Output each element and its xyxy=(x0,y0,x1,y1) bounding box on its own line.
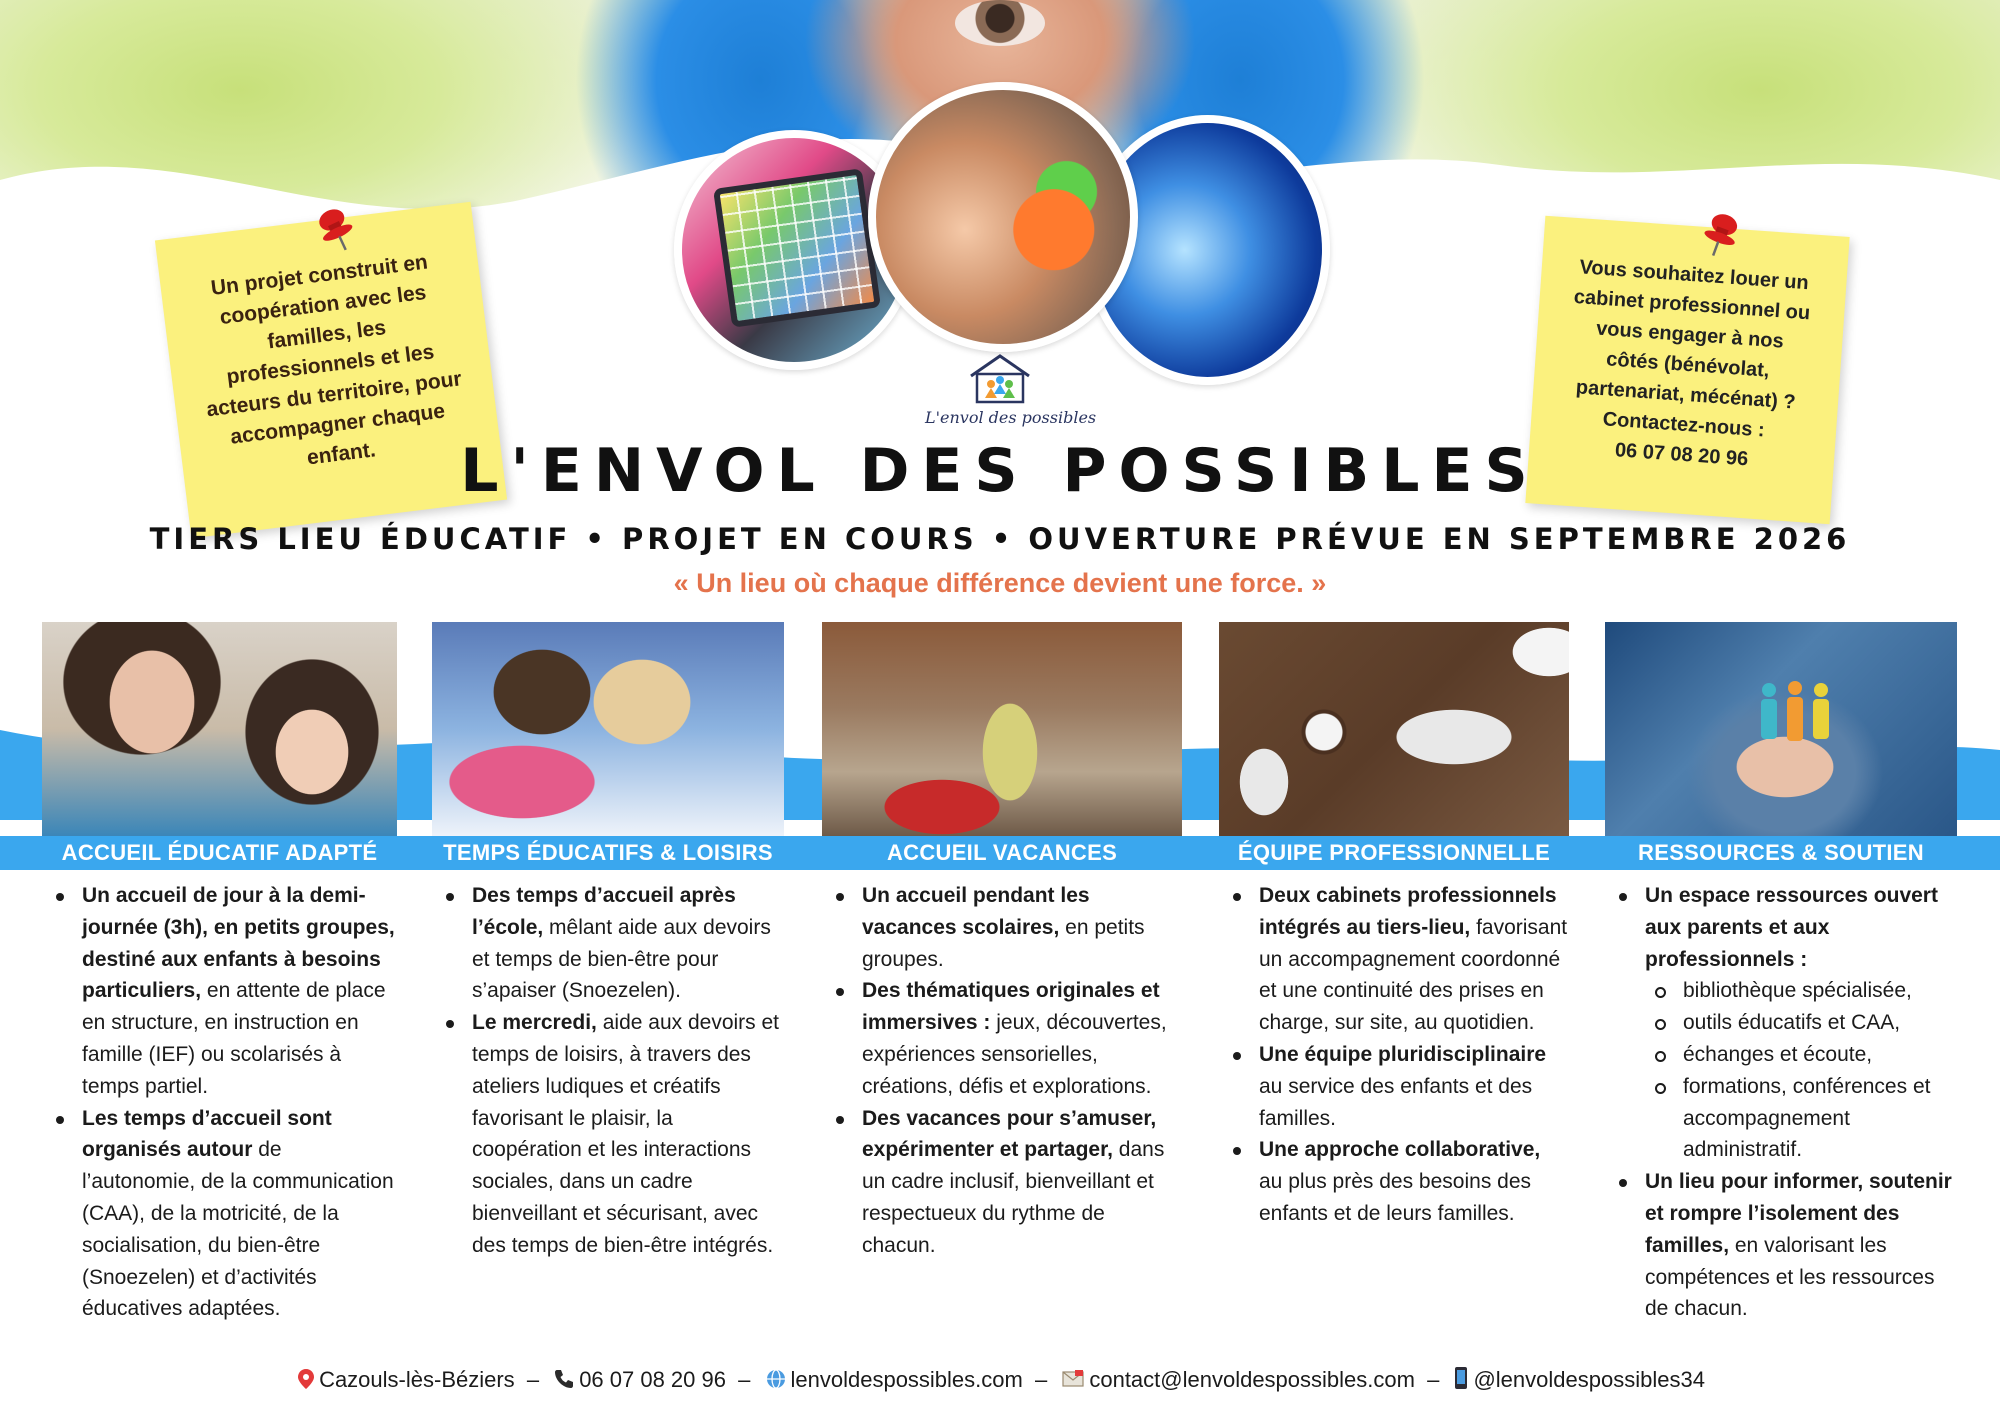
house-logo-icon xyxy=(965,352,1035,404)
footer-location: Cazouls-lès-Béziers xyxy=(319,1367,515,1392)
logo-text: L'envol des possibles xyxy=(925,408,1097,427)
column-ressources-soutien xyxy=(1605,622,1957,1325)
location-pin-icon xyxy=(297,1368,315,1390)
sub-list xyxy=(1645,975,1957,1166)
contact-line: Contactez-nous : xyxy=(1601,408,1766,442)
sub-list-item: bibliothèque spécialisée, xyxy=(1645,975,1957,1007)
hero-child-eye xyxy=(955,0,1045,46)
column-header: ACCUEIL ÉDUCATIF ADAPTÉ xyxy=(42,836,397,870)
footer-separator: – xyxy=(738,1367,751,1392)
footer-separator: – xyxy=(1427,1367,1440,1392)
contact-line: partenariat, mécénat) ? xyxy=(1575,376,1797,414)
communication-tablet-image xyxy=(713,168,881,328)
photo-totem-garden xyxy=(822,622,1182,836)
column-header: ÉQUIPE PROFESSIONNELLE xyxy=(1219,836,1569,870)
column-header: ACCUEIL VACANCES xyxy=(822,836,1182,870)
footer-contact-bar xyxy=(0,1366,2000,1393)
column-header: RESSOURCES & SOUTIEN xyxy=(1605,836,1957,870)
list-item: Une équipe pluridisciplinaire au service des enfants et des familles. xyxy=(1219,1039,1569,1134)
phone-icon xyxy=(553,1368,575,1390)
footer-separator: – xyxy=(1034,1367,1048,1392)
list-item: Une approche collaborative, au plus près des besoins des enfants et de leurs familles. xyxy=(1219,1134,1569,1229)
list-item: Un lieu pour informer, soutenir et rompre l’isolement des familles, en valorisant les compétences et les ressources de chacun. xyxy=(1605,1166,1957,1325)
list-item: Des temps d’accueil après l’école, mêlant aide aux devoirs et temps de bien-être pour s’apaiser (Snoezelen). xyxy=(432,880,784,1007)
column-header: TEMPS ÉDUCATIFS & LOISIRS xyxy=(432,836,784,870)
photo-hands-figures xyxy=(1605,622,1957,836)
list-item: Des vacances pour s’amuser, expérimenter et partager, dans un cadre inclusif, bienveillant et respectueux du rythme de chacun. xyxy=(822,1103,1182,1262)
sticky-note-project-text: Un projet construit en coopération avec les familles, les professionnels et les acteurs du territoire, pour accompagner chaque enfant. xyxy=(205,250,463,470)
bullet-list xyxy=(42,880,397,1325)
column-accueil-vacances xyxy=(822,622,1182,1262)
logo xyxy=(925,352,1097,432)
contact-line: Vous souhaitez louer un xyxy=(1578,256,1810,295)
contact-line: cabinet professionnel ou xyxy=(1573,285,1811,325)
sub-list-item: outils éducatifs et CAA, xyxy=(1645,1007,1957,1039)
email-icon xyxy=(1061,1368,1085,1390)
people-figures-icon xyxy=(1755,680,1835,770)
contact-line: côtés (bénévolat, xyxy=(1605,348,1771,382)
footer-separator: – xyxy=(526,1367,540,1392)
photo-desk-laptop xyxy=(1219,622,1569,836)
page-subtitle: TIERS LIEU ÉDUCATIF • PROJET EN COURS • OUVERTURE PRÉVUE EN SEPTEMBRE 2026 xyxy=(149,522,1851,556)
sub-list-item: échanges et écoute, xyxy=(1645,1039,1957,1071)
sub-list-item: formations, conférences et accompagnement administratif. xyxy=(1645,1071,1957,1166)
bullet-list xyxy=(1605,880,1957,1325)
footer-website-link[interactable]: lenvoldespossibles.com xyxy=(790,1367,1023,1392)
footer-email-link[interactable]: contact@lenvoldespossibles.com xyxy=(1089,1367,1415,1392)
contact-phone[interactable]: 06 07 08 20 96 xyxy=(1614,439,1749,471)
photo-educator-with-child xyxy=(42,622,397,836)
list-item: Un accueil de jour à la demi-journée (3h), en petits groupes, destiné aux enfants à besoins particuliers, en attente de place en structure, en instruction en famille (IEF) ou scolarisés à temps partiel. xyxy=(42,880,397,1103)
column-temps-educatifs xyxy=(432,622,784,1262)
list-item: Le mercredi, aide aux devoirs et temps de loisirs, à travers des ateliers ludiques et créatifs favorisant le plaisir, la coopération et les interactions sociales, dans un cadre bienveillant et sécurisant, avec des temps de bien-être intégrés. xyxy=(432,1007,784,1261)
mobile-phone-icon xyxy=(1453,1366,1469,1390)
bullet-list xyxy=(432,880,784,1262)
list-item: Les temps d’accueil sont organisés autour de l’autonomie, de la communication (CAA), de la motricité, de la socialisation, du bien-être (Snoezelen) et d’activités éducatives adaptées. xyxy=(42,1103,397,1326)
column-accueil-educatif xyxy=(42,622,397,1325)
contact-line: vous engager à nos xyxy=(1595,317,1785,353)
page-title: L'ENVOL DES POSSIBLES xyxy=(460,436,1540,506)
list-item: Deux cabinets professionnels intégrés au tiers-lieu, favorisant un accompagnement coordonné et une continuité des prises en charge, sur site, au quotidien. xyxy=(1219,880,1569,1039)
photo-children-drawing xyxy=(432,622,784,836)
footer-phone[interactable]: 06 07 08 20 96 xyxy=(579,1367,726,1392)
globe-icon xyxy=(765,1368,787,1390)
footer-social-handle[interactable]: @lenvoldespossibles34 xyxy=(1473,1367,1705,1392)
photo-circle-educator-child xyxy=(868,82,1138,352)
bullet-list xyxy=(1219,880,1569,1230)
bullet-list xyxy=(822,880,1182,1262)
list-item: Un espace ressources ouvert aux parents et aux professionnels : bibliothèque spécialisée, outils éducatifs et CAA, échanges et écoute, formations, conférences et accompagnement administratif. xyxy=(1605,880,1957,1166)
slogan: « Un lieu où chaque différence devient une force. » xyxy=(673,568,1327,598)
column-equipe-professionnelle xyxy=(1219,622,1569,1230)
list-item: Un accueil pendant les vacances scolaires, en petits groupes. xyxy=(822,880,1182,975)
list-item: Des thématiques originales et immersives : jeux, découvertes, expériences sensorielles, créations, défis et explorations. xyxy=(822,975,1182,1102)
